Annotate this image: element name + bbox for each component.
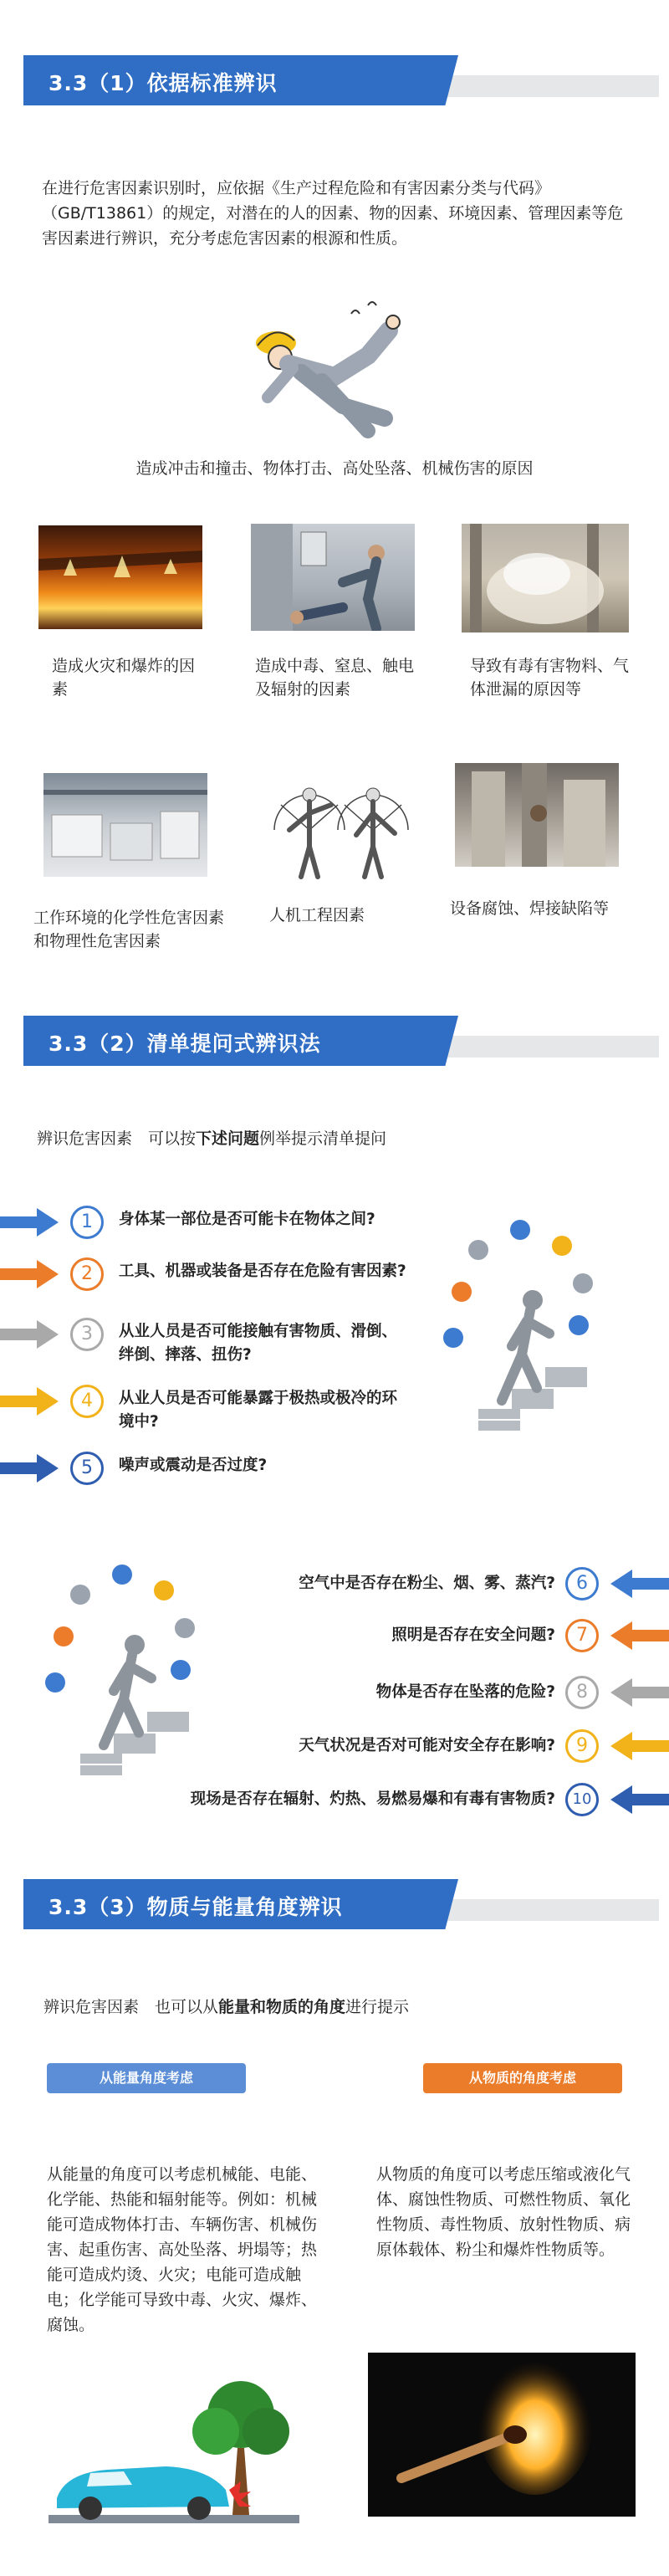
question-number-badge: 4 <box>70 1385 104 1418</box>
arrow-icon <box>610 1785 669 1814</box>
question-text: 空气中是否存在粉尘、烟、雾、蒸汽? <box>299 1575 555 1592</box>
question-number-badge: 9 <box>565 1729 599 1763</box>
question-number-badge: 7 <box>565 1619 599 1652</box>
corrosion-photo <box>455 763 619 867</box>
question-number-badge: 6 <box>565 1567 599 1600</box>
question-number-badge: 3 <box>70 1318 104 1351</box>
caption-chemical: 工作环境的化学性危害因素和物理性危害因素 <box>33 909 225 950</box>
question-text: 身体某一部位是否可能卡在物体之间? <box>119 1211 375 1228</box>
chemical-environment-photo <box>43 773 207 877</box>
car-crash-tree-illustration <box>40 2364 316 2528</box>
electric-shock-photo <box>251 524 415 631</box>
section3-header <box>0 1866 669 1941</box>
section3-title: 3.3（3）物质与能量角度辨识 <box>49 1895 343 1919</box>
energy-perspective-text: 从能量的角度可以考虑机械能、电能、化学能、热能和辐射能等。例如：机械能可造成物体打击、车辆伤害、机械伤害、起重伤害、高处坠落、坍塌等；热能可造成灼烫、火灾；电能可造成触电；化学能可导致中毒、火灾、爆炸、腐蚀。 <box>47 2165 318 2334</box>
question-number-badge: 8 <box>565 1676 599 1709</box>
section2-header <box>0 1002 669 1078</box>
matter-perspective-text: 从物质的角度可以考虑压缩或液化气体、腐蚀性物质、可燃性物质、氧化性物质、毒性物质、放射性物质、病原体载体、粉尘和爆炸性物质等。 <box>376 2165 631 2259</box>
arrow-icon <box>610 1570 669 1598</box>
section3-intro: 辨识危害因素 也可以从能量和物质的角度进行提示 <box>43 1998 410 2016</box>
arrow-icon <box>0 1454 59 1483</box>
falling-worker-illustration <box>243 297 418 448</box>
fall-caption: 造成冲击和撞击、物体打击、高处坠落、机械伤害的原因 <box>135 459 534 478</box>
arrow-icon <box>610 1678 669 1707</box>
caption-ergonomics: 人机工程因素 <box>269 906 365 924</box>
section1-title: 3.3（1）依据标准辨识 <box>49 71 278 95</box>
question-text: 从业人员是否可能接触有害物质、滑倒、绊倒、摔落、扭伤? <box>119 1323 398 1364</box>
climbing-worker-illustration-2 <box>30 1544 231 1795</box>
section2-intro: 辨识危害因素 可以按下述问题例举提示清单提问 <box>37 1129 387 1148</box>
question-number-badge: 2 <box>70 1257 104 1291</box>
question-text: 现场是否存在辐射、灼热、易燃易爆和有毒有害物质? <box>190 1790 555 1808</box>
question-text: 工具、机器或装备是否存在危险有害因素? <box>119 1262 406 1280</box>
section2-title: 3.3（2）清单提问式辨识法 <box>49 1032 321 1056</box>
question-text: 物体是否存在坠落的危险? <box>375 1683 555 1701</box>
arrow-icon <box>610 1732 669 1760</box>
climbing-worker-illustration-1 <box>428 1200 629 1451</box>
question-text: 噪声或震动是否过度? <box>119 1457 268 1474</box>
arrow-icon <box>0 1320 59 1349</box>
energy-perspective-label: 从能量角度考虑 <box>47 2063 246 2093</box>
caption-poison: 造成中毒、窒息、触电及辐射的因素 <box>255 657 415 699</box>
section1-intro: 在进行危害因素识别时，应依据《生产过程危险和有害因素分类与代码》（GB/T13861）的规定，对潜在的人的因素、物的因素、环境因素、管理因素等危害因素进行辨识，充分考虑危害因素的根源和性质。 <box>42 179 624 248</box>
question-number-badge: 1 <box>70 1206 104 1239</box>
caption-leak: 导致有毒有害物料、气体泄漏的原因等 <box>470 657 630 699</box>
caption-corrosion: 设备腐蚀、焊接缺陷等 <box>450 899 610 918</box>
burning-match-photo <box>368 2353 636 2517</box>
matter-perspective-label: 从物质的角度考虑 <box>423 2063 622 2093</box>
question-number-badge: 10 <box>565 1783 599 1816</box>
arrow-icon <box>0 1387 59 1416</box>
caption-fire: 造成火灾和爆炸的因素 <box>52 657 196 699</box>
arrow-icon <box>0 1260 59 1288</box>
question-number-badge: 5 <box>70 1452 104 1485</box>
question-text: 从业人员是否可能暴露于极热或极冷的环境中? <box>119 1390 398 1431</box>
question-text: 天气状况是否对可能对安全存在影响? <box>299 1737 555 1754</box>
fire-photo <box>38 525 202 629</box>
question-text: 照明是否存在安全问题? <box>391 1626 555 1644</box>
arrow-icon <box>0 1208 59 1237</box>
gas-leak-photo <box>462 524 629 632</box>
ergonomics-illustration <box>264 771 420 880</box>
section1-header <box>0 42 669 117</box>
arrow-icon <box>610 1621 669 1650</box>
